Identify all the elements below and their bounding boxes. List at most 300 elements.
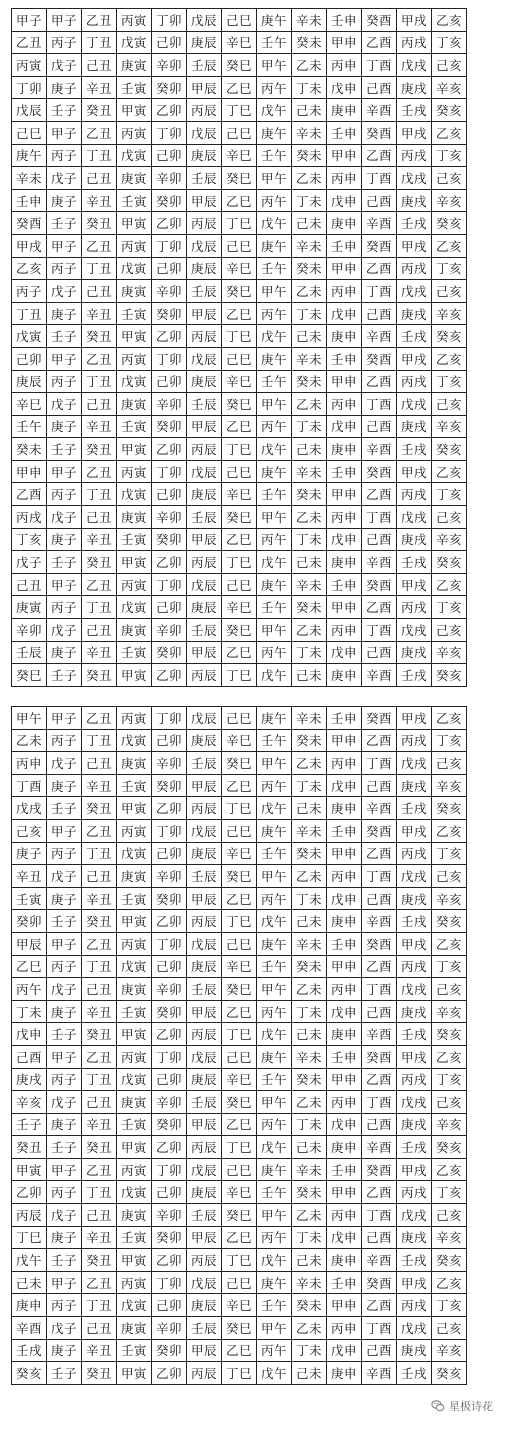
table-cell: 己未 (292, 1249, 327, 1272)
table-cell: 丁酉 (362, 1091, 397, 1114)
table-row (12, 483, 467, 506)
table-cell: 己巳 (222, 1045, 257, 1068)
table-cell: 己卯 (152, 144, 187, 167)
table-cell: 辛巳 (222, 729, 257, 752)
table-cell: 丁巳 (222, 910, 257, 933)
table-cell: 庚寅 (117, 978, 152, 1001)
table-cell: 戊戌 (397, 167, 432, 190)
row-header-cell: 庚午 (12, 144, 47, 167)
table-cell: 甲戌 (397, 1271, 432, 1294)
table-cell: 丁巳 (222, 212, 257, 235)
table-cell: 甲寅 (117, 1249, 152, 1272)
table-cell: 癸未 (292, 144, 327, 167)
row-header-cell: 甲午 (12, 707, 47, 730)
table-cell: 己卯 (152, 370, 187, 393)
table-cell: 癸亥 (432, 438, 467, 461)
table-cell: 乙未 (292, 1204, 327, 1227)
table-cell: 戊子 (47, 393, 82, 416)
table-cell: 戊辰 (187, 460, 222, 483)
table-cell: 丁未 (292, 76, 327, 99)
table-cell: 乙酉 (362, 842, 397, 865)
table-cell: 丙子 (47, 1181, 82, 1204)
table-cell: 壬午 (257, 1294, 292, 1317)
table-cell: 丁巳 (222, 797, 257, 820)
table-cell: 辛酉 (362, 910, 397, 933)
table-cell: 乙酉 (362, 1294, 397, 1317)
table-cell: 壬辰 (187, 1317, 222, 1340)
table-cell: 戊申 (327, 76, 362, 99)
table-cell: 戊子 (47, 1091, 82, 1114)
table-row (12, 1023, 467, 1046)
table-cell: 壬辰 (187, 619, 222, 642)
table-cell: 辛亥 (432, 641, 467, 664)
table-cell: 庚辰 (187, 729, 222, 752)
table-cell: 丁丑 (82, 729, 117, 752)
table-cell: 丁丑 (82, 257, 117, 280)
table-row (12, 752, 467, 775)
table-cell: 辛卯 (152, 619, 187, 642)
table-cell: 壬辰 (187, 1091, 222, 1114)
table-cell: 丁未 (292, 302, 327, 325)
table-cell: 甲午 (257, 1091, 292, 1114)
row-header-cell: 丁丑 (12, 302, 47, 325)
table-cell: 己巳 (222, 1158, 257, 1181)
table-cell: 癸卯 (152, 415, 187, 438)
table-cell: 甲申 (327, 31, 362, 54)
table-cell: 戊申 (327, 1113, 362, 1136)
table-cell: 甲申 (327, 596, 362, 619)
row-header-cell: 丙辰 (12, 1204, 47, 1227)
table-cell: 癸未 (292, 596, 327, 619)
table-cell: 乙巳 (222, 76, 257, 99)
row-header-cell: 戊子 (12, 551, 47, 574)
table-cell: 壬午 (257, 729, 292, 752)
table-cell: 戊寅 (117, 955, 152, 978)
table-cell: 癸亥 (432, 1362, 467, 1385)
table-cell: 己亥 (432, 280, 467, 303)
table-cell: 乙卯 (152, 438, 187, 461)
table-cell: 丁亥 (432, 370, 467, 393)
table-cell: 癸亥 (432, 551, 467, 574)
table-cell: 乙巳 (222, 1226, 257, 1249)
table-row (12, 887, 467, 910)
table-cell: 癸巳 (222, 280, 257, 303)
table-cell: 甲戌 (397, 819, 432, 842)
table-cell: 己巳 (222, 121, 257, 144)
table-cell: 戊申 (327, 415, 362, 438)
table-cell: 甲戌 (397, 9, 432, 32)
table-cell: 丁亥 (432, 1181, 467, 1204)
table-cell: 辛丑 (82, 528, 117, 551)
row-header-cell: 辛卯 (12, 619, 47, 642)
table-cell: 丁巳 (222, 551, 257, 574)
table-cell: 甲子 (47, 1271, 82, 1294)
table-cell: 庚申 (327, 99, 362, 122)
table-cell: 己丑 (82, 506, 117, 529)
table-cell: 癸酉 (362, 932, 397, 955)
row-header-cell: 壬午 (12, 415, 47, 438)
table-cell: 壬寅 (117, 189, 152, 212)
table-cell: 己未 (292, 664, 327, 687)
table-cell: 丙子 (47, 370, 82, 393)
table-cell: 乙酉 (362, 1181, 397, 1204)
row-header-cell: 戊寅 (12, 325, 47, 348)
table-row (12, 121, 467, 144)
table-cell: 癸未 (292, 31, 327, 54)
table-row (12, 76, 467, 99)
table-cell: 癸未 (292, 1181, 327, 1204)
table-cell: 辛丑 (82, 302, 117, 325)
table-cell: 丁亥 (432, 1068, 467, 1091)
table-cell: 辛卯 (152, 1317, 187, 1340)
table-cell: 丁酉 (362, 167, 397, 190)
table-cell: 丁酉 (362, 1317, 397, 1340)
table-cell: 辛巳 (222, 955, 257, 978)
table-cell: 辛丑 (82, 774, 117, 797)
table-cell: 丙子 (47, 257, 82, 280)
table-cell: 庚申 (327, 1249, 362, 1272)
row-header-cell: 辛未 (12, 167, 47, 190)
table-cell: 己亥 (432, 167, 467, 190)
table-cell: 丙午 (257, 1339, 292, 1362)
table-cell: 丙辰 (187, 664, 222, 687)
table-cell: 乙酉 (362, 955, 397, 978)
table-row (12, 1294, 467, 1317)
table-row (12, 1158, 467, 1181)
table-cell: 辛酉 (362, 99, 397, 122)
table-cell: 己巳 (222, 1271, 257, 1294)
table-cell: 庚戌 (397, 1000, 432, 1023)
row-header-cell: 己卯 (12, 347, 47, 370)
table-cell: 己酉 (362, 1113, 397, 1136)
table-cell: 甲午 (257, 167, 292, 190)
row-header-cell: 癸未 (12, 438, 47, 461)
table-cell: 甲寅 (117, 664, 152, 687)
table-cell: 丙子 (47, 31, 82, 54)
table-cell: 己亥 (432, 978, 467, 1001)
table-cell: 甲午 (257, 506, 292, 529)
table-cell: 丙午 (257, 76, 292, 99)
table-cell: 甲辰 (187, 774, 222, 797)
table-cell: 庚寅 (117, 1317, 152, 1340)
table-cell: 丁酉 (362, 393, 397, 416)
row-header-cell: 丁巳 (12, 1226, 47, 1249)
table-row (12, 1249, 467, 1272)
table-cell: 辛丑 (82, 1226, 117, 1249)
row-header-cell: 癸巳 (12, 664, 47, 687)
table-cell: 庚午 (257, 573, 292, 596)
table-cell: 辛酉 (362, 551, 397, 574)
row-header-cell: 庚申 (12, 1294, 47, 1317)
row-header-cell: 乙酉 (12, 483, 47, 506)
table-cell: 丁酉 (362, 280, 397, 303)
table-cell: 甲寅 (117, 551, 152, 574)
row-header-cell: 己酉 (12, 1045, 47, 1068)
table-cell: 辛未 (292, 1158, 327, 1181)
table-cell: 戊寅 (117, 1181, 152, 1204)
table-cell: 癸巳 (222, 1317, 257, 1340)
table-row (12, 573, 467, 596)
table-cell: 丙申 (327, 280, 362, 303)
table-cell: 己亥 (432, 506, 467, 529)
table-cell: 壬申 (327, 9, 362, 32)
table-cell: 壬戌 (397, 325, 432, 348)
table-row (12, 370, 467, 393)
table-cell: 乙亥 (432, 347, 467, 370)
table-cell: 癸卯 (152, 1339, 187, 1362)
table-cell: 丙子 (47, 1068, 82, 1091)
table-cell: 乙丑 (82, 1045, 117, 1068)
table-cell: 己未 (292, 551, 327, 574)
table-cell: 庚申 (327, 910, 362, 933)
table-cell: 甲子 (47, 460, 82, 483)
table-cell: 丁丑 (82, 483, 117, 506)
table-cell: 戊午 (257, 910, 292, 933)
table-cell: 乙丑 (82, 1271, 117, 1294)
table-cell: 己卯 (152, 1294, 187, 1317)
table-cell: 壬午 (257, 31, 292, 54)
table-cell: 壬寅 (117, 1000, 152, 1023)
table-cell: 庚戌 (397, 76, 432, 99)
table-cell: 己酉 (362, 1226, 397, 1249)
table-cell: 庚子 (47, 774, 82, 797)
table-cell: 戊戌 (397, 1091, 432, 1114)
table-cell: 甲午 (257, 393, 292, 416)
row-header-cell: 丙戌 (12, 506, 47, 529)
table-cell: 癸卯 (152, 887, 187, 910)
table-cell: 乙未 (292, 865, 327, 888)
table-cell: 乙亥 (432, 121, 467, 144)
table-cell: 己卯 (152, 483, 187, 506)
table-row (12, 280, 467, 303)
table-cell: 壬子 (47, 797, 82, 820)
table-row (12, 797, 467, 820)
table-cell: 辛丑 (82, 887, 117, 910)
row-header-cell: 庚戌 (12, 1068, 47, 1091)
table-cell: 庚午 (257, 347, 292, 370)
table-row (12, 257, 467, 280)
table-cell: 辛巳 (222, 144, 257, 167)
table-cell: 戊子 (47, 167, 82, 190)
table-cell: 壬午 (257, 596, 292, 619)
table-cell: 丙午 (257, 302, 292, 325)
table-cell: 丙辰 (187, 551, 222, 574)
table-cell: 辛未 (292, 347, 327, 370)
table-cell: 乙巳 (222, 641, 257, 664)
table-cell: 丁卯 (152, 347, 187, 370)
watermark (431, 1398, 493, 1414)
table-cell: 己巳 (222, 347, 257, 370)
table-cell: 癸巳 (222, 1091, 257, 1114)
table-cell: 庚寅 (117, 506, 152, 529)
table-cell: 戊子 (47, 978, 82, 1001)
table-cell: 己亥 (432, 393, 467, 416)
table-cell: 辛未 (292, 1271, 327, 1294)
table-cell: 庚申 (327, 797, 362, 820)
table-cell: 丁未 (292, 1000, 327, 1023)
table-row (12, 1339, 467, 1362)
table-row (12, 1226, 467, 1249)
table-cell: 丁酉 (362, 54, 397, 77)
table-cell: 庚戌 (397, 528, 432, 551)
row-header-cell: 甲辰 (12, 932, 47, 955)
table-cell: 乙未 (292, 752, 327, 775)
table-cell: 丙寅 (117, 347, 152, 370)
table-cell: 戊申 (327, 189, 362, 212)
row-header-cell: 庚辰 (12, 370, 47, 393)
table-cell: 戊午 (257, 1136, 292, 1159)
table-cell: 壬子 (47, 325, 82, 348)
table-cell: 甲辰 (187, 1113, 222, 1136)
table-row (12, 1136, 467, 1159)
table-cell: 乙巳 (222, 1113, 257, 1136)
table-cell: 丙寅 (117, 9, 152, 32)
table-cell: 乙卯 (152, 1023, 187, 1046)
row-header-cell: 甲寅 (12, 1158, 47, 1181)
table-cell: 庚寅 (117, 393, 152, 416)
table-cell: 甲午 (257, 752, 292, 775)
table-cell: 丙午 (257, 1113, 292, 1136)
table-cell: 癸酉 (362, 234, 397, 257)
row-header-cell: 乙卯 (12, 1181, 47, 1204)
table-cell: 丁亥 (432, 842, 467, 865)
table-cell: 丁酉 (362, 619, 397, 642)
table-cell: 乙巳 (222, 1000, 257, 1023)
row-header-cell: 乙丑 (12, 31, 47, 54)
table-cell: 壬寅 (117, 774, 152, 797)
row-header-cell: 甲戌 (12, 234, 47, 257)
table-cell: 己未 (292, 212, 327, 235)
table-row (12, 707, 467, 730)
table-cell: 丙戌 (397, 483, 432, 506)
table-cell: 庚戌 (397, 1226, 432, 1249)
table-cell: 壬申 (327, 121, 362, 144)
table-cell: 戊午 (257, 325, 292, 348)
table-cell: 戊寅 (117, 729, 152, 752)
row-header-cell: 庚子 (12, 842, 47, 865)
table-cell: 壬申 (327, 932, 362, 955)
table-cell: 辛卯 (152, 1204, 187, 1227)
table-cell: 甲寅 (117, 325, 152, 348)
table-cell: 丙午 (257, 528, 292, 551)
table-cell: 戊申 (327, 1000, 362, 1023)
table-cell: 壬申 (327, 819, 362, 842)
table-cell: 癸酉 (362, 347, 397, 370)
table-cell: 辛未 (292, 707, 327, 730)
table-cell: 丁巳 (222, 664, 257, 687)
table-cell: 己亥 (432, 1317, 467, 1340)
table-cell: 壬戌 (397, 99, 432, 122)
table-cell: 壬戌 (397, 1249, 432, 1272)
table-cell: 甲寅 (117, 438, 152, 461)
table-cell: 癸卯 (152, 774, 187, 797)
table-cell: 壬午 (257, 842, 292, 865)
table-cell: 丙戌 (397, 955, 432, 978)
table-cell: 戊戌 (397, 393, 432, 416)
table-cell: 己巳 (222, 460, 257, 483)
table-cell: 丁亥 (432, 483, 467, 506)
table-cell: 甲子 (47, 819, 82, 842)
table-cell: 戊辰 (187, 347, 222, 370)
table-cell: 丙寅 (117, 1271, 152, 1294)
table-cell: 己酉 (362, 774, 397, 797)
table-cell: 甲寅 (117, 797, 152, 820)
table-cell: 壬子 (47, 910, 82, 933)
row-header-cell: 癸酉 (12, 212, 47, 235)
table-cell: 辛酉 (362, 1023, 397, 1046)
table-cell: 癸卯 (152, 302, 187, 325)
table-cell: 癸卯 (152, 528, 187, 551)
table-cell: 辛酉 (362, 1362, 397, 1385)
table-cell: 己酉 (362, 302, 397, 325)
table-cell: 丙戌 (397, 1181, 432, 1204)
table-cell: 辛亥 (432, 76, 467, 99)
table-cell: 丙辰 (187, 1136, 222, 1159)
table-cell: 庚子 (47, 1226, 82, 1249)
row-header-cell: 戊午 (12, 1249, 47, 1272)
table-row (12, 1181, 467, 1204)
table-cell: 乙卯 (152, 99, 187, 122)
watermark-text: 星极诗花 (449, 1400, 493, 1413)
table-cell: 壬辰 (187, 54, 222, 77)
table-cell: 丙午 (257, 641, 292, 664)
table-cell: 甲戌 (397, 573, 432, 596)
table-row (12, 774, 467, 797)
table-cell: 甲寅 (117, 212, 152, 235)
table-cell: 甲子 (47, 573, 82, 596)
table-cell: 丁未 (292, 774, 327, 797)
table-cell: 丁未 (292, 1339, 327, 1362)
table-cell: 丙寅 (117, 234, 152, 257)
table-cell: 辛巳 (222, 31, 257, 54)
table-cell: 甲申 (327, 1068, 362, 1091)
table-cell: 乙巳 (222, 302, 257, 325)
table-cell: 己卯 (152, 729, 187, 752)
table-cell: 丁卯 (152, 1158, 187, 1181)
table-cell: 戊辰 (187, 932, 222, 955)
row-header-cell: 甲申 (12, 460, 47, 483)
table-cell: 辛卯 (152, 865, 187, 888)
table-cell: 己丑 (82, 1091, 117, 1114)
table-cell: 乙酉 (362, 483, 397, 506)
table-cell: 庚午 (257, 932, 292, 955)
table-cell: 丙寅 (117, 460, 152, 483)
table-cell: 壬子 (47, 1023, 82, 1046)
table-cell: 庚辰 (187, 596, 222, 619)
table-cell: 丙寅 (117, 573, 152, 596)
row-header-cell: 丁酉 (12, 774, 47, 797)
table-cell: 甲辰 (187, 415, 222, 438)
table-cell: 壬子 (47, 664, 82, 687)
table-cell: 甲子 (47, 347, 82, 370)
table-cell: 庚辰 (187, 370, 222, 393)
table-cell: 甲子 (47, 234, 82, 257)
table-cell: 戊午 (257, 1249, 292, 1272)
table-cell: 壬午 (257, 1181, 292, 1204)
table-cell: 丙午 (257, 1226, 292, 1249)
table-cell: 戊辰 (187, 234, 222, 257)
table-row (12, 551, 467, 574)
table-cell: 庚辰 (187, 1068, 222, 1091)
table-cell: 甲寅 (117, 910, 152, 933)
table-cell: 壬寅 (117, 415, 152, 438)
table-cell: 癸巳 (222, 619, 257, 642)
table-cell: 戊午 (257, 99, 292, 122)
table-cell: 己卯 (152, 1181, 187, 1204)
table-cell: 甲戌 (397, 932, 432, 955)
table-cell: 丁未 (292, 641, 327, 664)
table-cell: 乙酉 (362, 144, 397, 167)
